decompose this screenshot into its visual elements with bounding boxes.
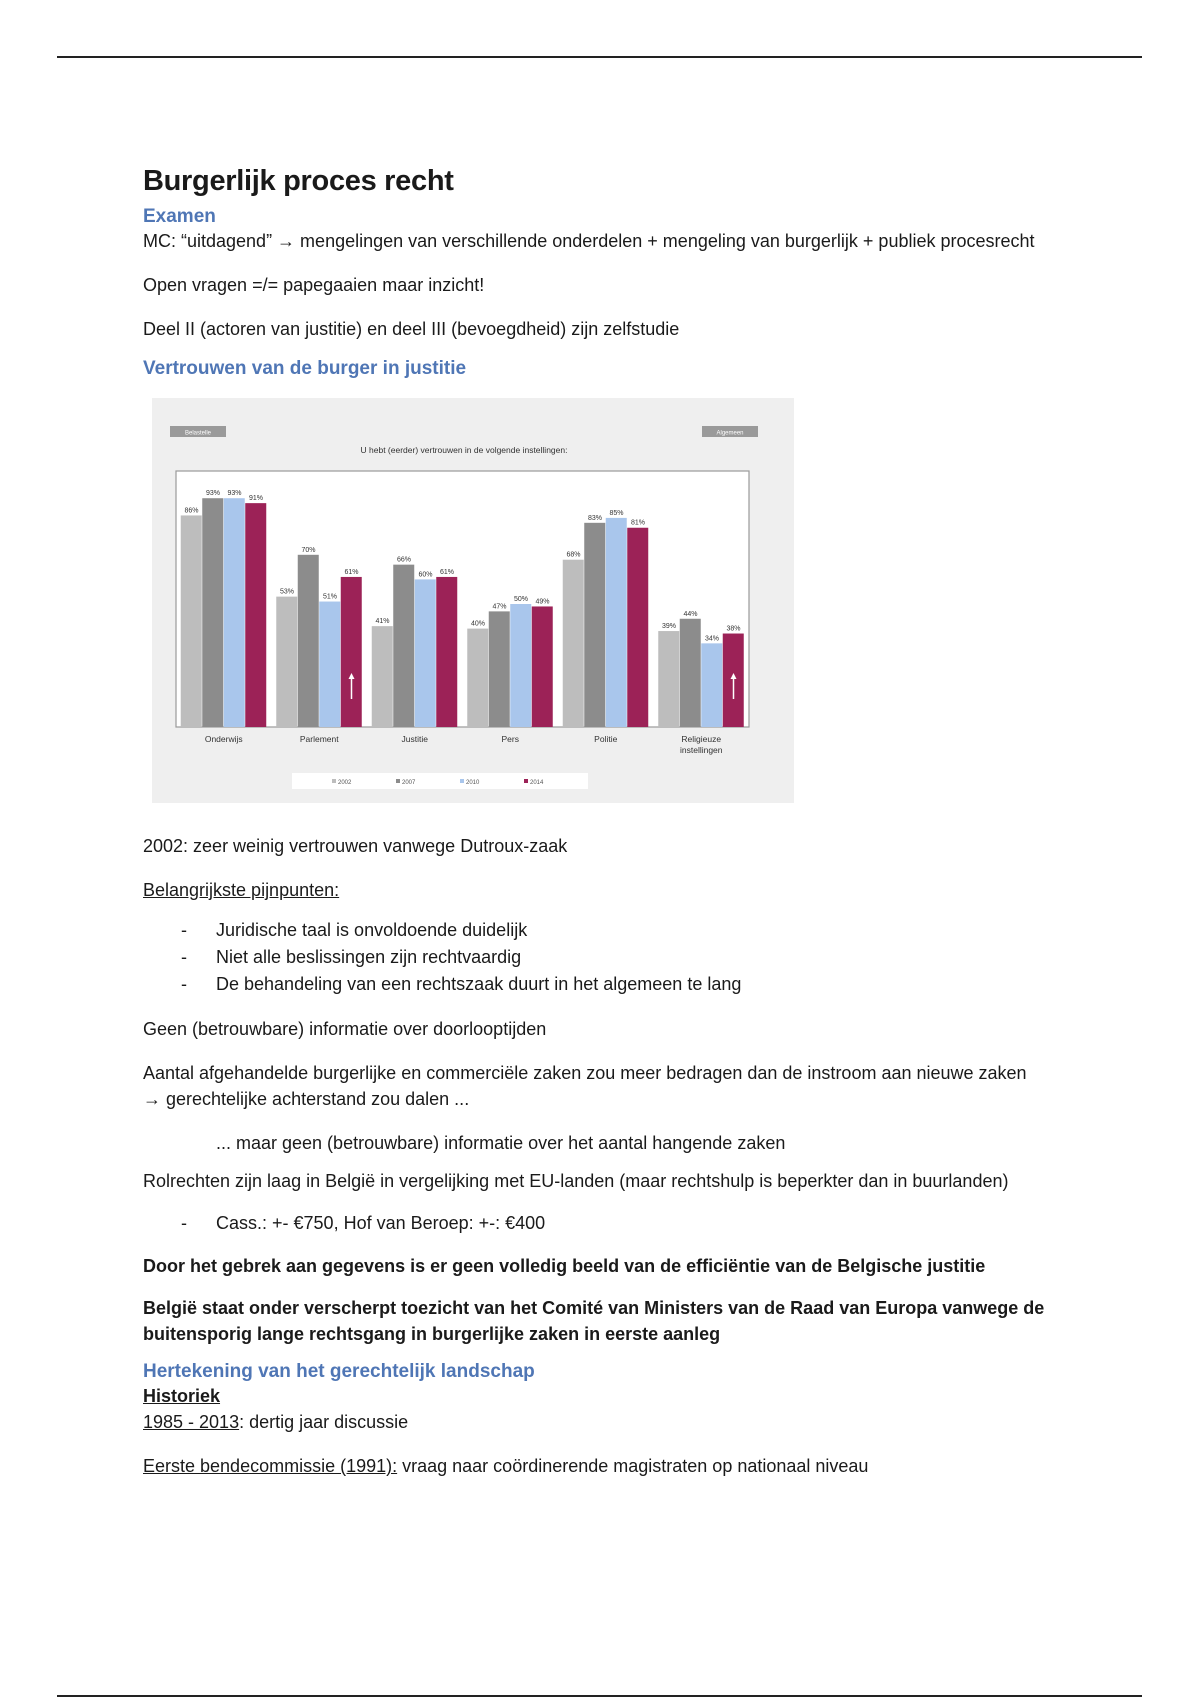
category-label: Pers (501, 734, 519, 744)
bar-2002-5 (658, 631, 679, 727)
commission-label: Eerste bendecommissie (1991): (143, 1456, 398, 1476)
heading-landscape: Hertekening van het gerechtelijk landschap (143, 1361, 535, 1382)
history-heading: Historiek (143, 1386, 221, 1406)
bar-label: 93% (205, 490, 221, 498)
bar-2007-4 (584, 523, 605, 727)
list-item: - Niet alle beslissingen zijn rechtvaardig (143, 944, 1083, 971)
bar-2007-0 (202, 498, 223, 727)
bar-2010-4 (606, 518, 627, 727)
bar-2014-1 (341, 577, 362, 727)
bar-label: 50% (513, 596, 529, 603)
fees-list (143, 1210, 1083, 1237)
history-years: 1985 - 2013 (143, 1412, 240, 1432)
bar-label: 93% (227, 490, 242, 498)
bar-label: 91% (248, 495, 264, 503)
bar-2002-4 (563, 560, 584, 727)
trust-chart-svg (152, 398, 794, 803)
bar-2007-3 (489, 611, 510, 727)
bar-label: 41% (375, 618, 390, 626)
legend-swatch-2002 (332, 779, 336, 783)
bar-2007-5 (680, 619, 701, 727)
category-label: Parlement (299, 734, 339, 744)
bar-label: 60% (418, 571, 433, 579)
bar-label: 40% (470, 620, 486, 628)
bar-2007-2 (393, 565, 414, 727)
bar-label: 81% (630, 519, 646, 527)
bar-label: 38% (726, 625, 741, 633)
bar-label: 49% (535, 598, 550, 606)
category-label: Justitie (401, 734, 428, 744)
list-item: - Cass.: +- €750, Hof van Beroep: +-: €400 (143, 1210, 1083, 1237)
bar-label: 83% (587, 514, 603, 522)
bar-label: 70% (301, 546, 316, 554)
category-label: Religieuze (681, 734, 722, 744)
chart-legend-box (292, 773, 588, 789)
commission-text: vraag naar coördinerende magistraten op nationaal niveau (397, 1456, 869, 1476)
chart-tag-right-label: Algemeen (716, 430, 744, 437)
bar-label: 44% (683, 610, 698, 618)
bar-label: 85% (609, 509, 624, 517)
category-label: instellingen (679, 745, 723, 755)
legend-swatch-2014 (524, 779, 528, 783)
pain-points-heading: Belangrijkste pijnpunten: (143, 880, 340, 900)
bar-label: 68% (566, 551, 581, 559)
history-line (143, 1409, 1083, 1435)
bar-label: 53% (279, 588, 295, 596)
bar-2014-0 (245, 503, 266, 727)
bar-label: 61% (439, 568, 455, 576)
category-label: Onderwijs (204, 734, 243, 744)
pain-points-list (143, 917, 1083, 998)
open-questions: Open vragen =/= papegaaien maar inzicht! (143, 275, 485, 295)
list-item: - Juridische taal is onvoldoende duidelijk (143, 917, 1083, 944)
bar-2010-0 (224, 498, 245, 727)
bar-2014-2 (436, 577, 457, 727)
bar-2014-3 (532, 606, 553, 727)
bar-2010-5 (701, 643, 722, 727)
bar-2014-4 (627, 528, 648, 727)
legend-label: 2002 (338, 780, 352, 786)
dutroux-line: 2002: zeer weinig vertrouwen vanwege Dutroux-zaak (143, 836, 568, 856)
list-item: - De behandeling van een rechtszaak duurt in het algemeen te lang (143, 971, 1083, 998)
pending-line: ... maar geen (betrouwbare) informatie over het aantal hangende zaken (216, 1133, 786, 1153)
bar-label: 51% (322, 593, 338, 601)
bar-label: 61% (344, 568, 359, 576)
bar-2002-1 (276, 597, 297, 727)
bold-statement-2: België staat onder verscherpt toezicht van het Comité van Ministers van de Raad van Europa vanwege de buitensporig lange rechtsgang in burgerlijke zaken in eerste aanleg (143, 1298, 1045, 1344)
bottom-rule (57, 1695, 1142, 1697)
trust-chart (152, 398, 794, 803)
chart-title: U hebt (eerder) vertrouwen in de volgende instellingen: (360, 445, 568, 455)
settled-line-1: Aantal afgehandelde burgerlijke en commerciële zaken zou meer bedragen dan de instroom aan nieuwe zaken (143, 1063, 1027, 1083)
document-body (143, 165, 1083, 1479)
bar-2010-2 (415, 579, 436, 727)
history-text: : dertig jaar discussie (239, 1412, 409, 1432)
legend-label: 2010 (466, 780, 480, 786)
mc-line: MC: “uitdagend” → mengelingen van verschillende onderdelen + mengeling van burgerlijk + publiek procesrecht (143, 231, 1035, 251)
self-study: Deel II (actoren van justitie) en deel III (bevoegdheid) zijn zelfstudie (143, 319, 680, 339)
commission-line (143, 1453, 1083, 1479)
legend-label: 2014 (530, 780, 544, 786)
bar-label: 47% (492, 603, 507, 611)
legend-label: 2007 (402, 780, 416, 786)
bar-2007-1 (298, 555, 319, 727)
bar-2010-1 (319, 602, 340, 727)
no-info-line: Geen (betrouwbare) informatie over doorlooptijden (143, 1019, 547, 1039)
bold-statement-1: Door het gebrek aan gegevens is er geen volledig beeld van de efficiëntie van de Belgische justitie (143, 1256, 986, 1276)
court-fees-line: Rolrechten zijn laag in België in vergelijking met EU-landen (maar rechtshulp is beperkter dan in buurlanden) (143, 1171, 1009, 1191)
bar-label: 39% (661, 623, 677, 631)
heading-exam: Examen (143, 206, 216, 227)
chart-tag-left-label: Belastelle (184, 430, 212, 437)
legend-swatch-2007 (396, 779, 400, 783)
bar-label: 66% (396, 556, 412, 564)
bar-2002-0 (181, 515, 202, 727)
heading-trust: Vertrouwen van de burger in justitie (143, 358, 467, 379)
legend-swatch-2010 (460, 779, 464, 783)
settled-line-2: → gerechtelijke achterstand zou dalen ... (143, 1089, 470, 1109)
page-title: Burgerlijk proces recht (143, 165, 454, 197)
bar-2010-3 (510, 604, 531, 727)
bar-2002-3 (467, 629, 488, 727)
bar-label: 34% (704, 635, 720, 643)
category-label: Politie (594, 734, 618, 744)
bar-label: 86% (184, 507, 199, 515)
top-rule (57, 56, 1142, 58)
bar-2002-2 (372, 626, 393, 727)
